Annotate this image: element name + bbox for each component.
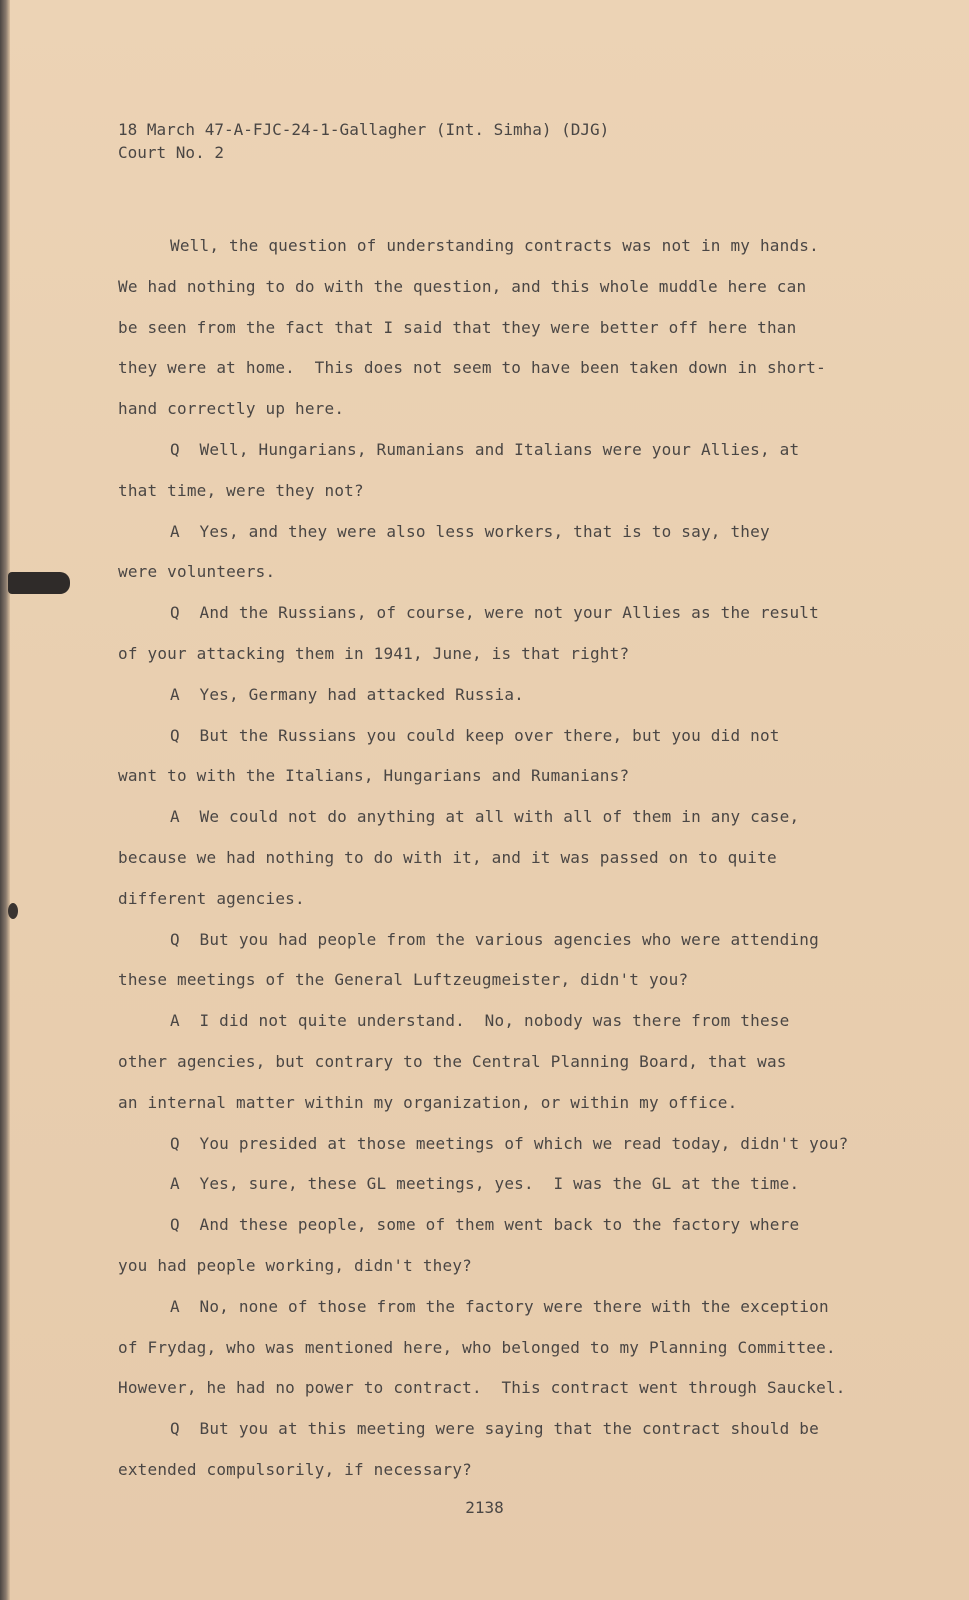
header-reference-line: 18 March 47-A-FJC-24-1-Gallagher (Int. Simha) (DJG) [118, 120, 610, 139]
transcript-line: be seen from the fact that I said that they were better off here than [118, 317, 797, 337]
transcript-line: were volunteers. [118, 562, 276, 582]
transcript-line: Q But you at this meeting were saying that the contract should be [170, 1419, 819, 1439]
transcript-line: they were at home. This does not seem to have been taken down in short- [118, 358, 826, 378]
transcript-line: We had nothing to do with the question, and this whole muddle here can [118, 276, 807, 296]
transcript-line: you had people working, didn't they? [118, 1255, 472, 1275]
transcript-line: that time, were they not? [118, 480, 364, 500]
transcript-line: A Yes, Germany had attacked Russia. [170, 684, 524, 704]
transcript-line: However, he had no power to contract. This contract went through Sauckel. [118, 1378, 846, 1398]
transcript-line: because we had nothing to do with it, and it was passed on to quite [118, 847, 777, 867]
transcript-line: want to with the Italians, Hungarians and Rumanians? [118, 766, 630, 786]
page-binding-edge [0, 0, 10, 1600]
transcript-line: these meetings of the General Luftzeugmeister, didn't you? [118, 970, 689, 990]
transcript-line: other agencies, but contrary to the Central Planning Board, that was [118, 1051, 787, 1071]
transcript-line: A I did not quite understand. No, nobody was there from these [170, 1011, 790, 1031]
ink-speck [8, 903, 18, 919]
document-header [118, 118, 609, 164]
transcript-line: of Frydag, who was mentioned here, who belonged to my Planning Committee. [118, 1337, 836, 1357]
transcript-line: an internal matter within my organization, or within my office. [118, 1092, 738, 1112]
transcript-line: A Yes, and they were also less workers, that is to say, they [170, 521, 770, 541]
transcript-line: A No, none of those from the factory were there with the exception [170, 1296, 829, 1316]
transcript-line: of your attacking them in 1941, June, is that right? [118, 643, 630, 663]
transcript-line: A We could not do anything at all with all of them in any case, [170, 807, 800, 827]
transcript-line: hand correctly up here. [118, 399, 345, 419]
transcript-line: Q And the Russians, of course, were not your Allies as the result [170, 603, 819, 623]
transcript-line: extended compulsorily, if necessary? [118, 1459, 472, 1479]
transcript-line: Q You presided at those meetings of which we read today, didn't you? [170, 1133, 849, 1153]
page-number: 2138 [465, 1498, 504, 1517]
transcript-body [118, 226, 898, 1491]
transcript-line: A Yes, sure, these GL meetings, yes. I was the GL at the time. [170, 1174, 800, 1194]
transcript-line: different agencies. [118, 888, 305, 908]
transcript-line: Q But you had people from the various agencies who were attending [170, 929, 819, 949]
transcript-line: Well, the question of understanding contracts was not in my hands. [170, 236, 819, 255]
header-court-line: Court No. 2 [118, 143, 224, 162]
paper-clip-mark [8, 572, 70, 594]
transcript-line: Q And these people, some of them went back to the factory where [170, 1215, 800, 1235]
transcript-line: Q Well, Hungarians, Rumanians and Italians were your Allies, at [170, 439, 800, 459]
transcript-line: Q But the Russians you could keep over there, but you did not [170, 725, 780, 745]
